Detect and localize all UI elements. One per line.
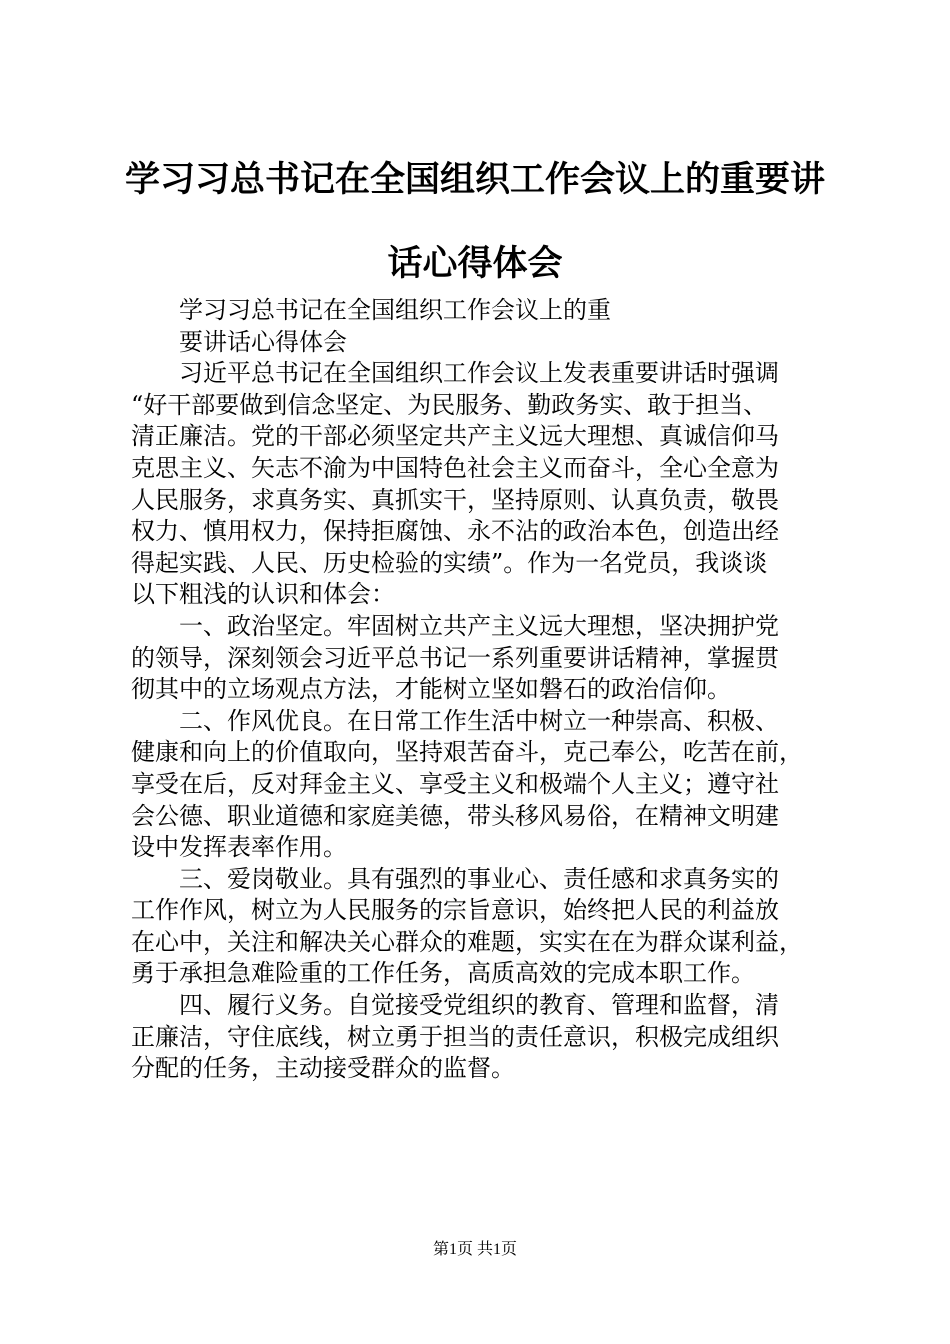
paragraph-line: 三、爱岗敬业。具有强烈的事业心、责任感和求真务实的 <box>179 864 779 893</box>
paragraph-line: 工作作风，树立为人民服务的宗旨意识，始终把人民的利益放 <box>131 896 779 925</box>
page-footer: 第1页 共1页 <box>432 1241 517 1258</box>
paragraph-line: 在心中，关注和解决关心群众的难题，实实在在为群众谋利益， <box>131 927 803 956</box>
paragraph-line: 分配的任务，主动接受群众的监督。 <box>131 1054 515 1083</box>
paragraph-line: 正廉洁，守住底线，树立勇于担当的责任意识，积极完成组织 <box>131 1022 779 1051</box>
paragraph-line: 健康和向上的价值取向，坚持艰苦奋斗，克己奉公，吃苦在前， <box>131 738 803 767</box>
paragraph-line: 勇于承担急难险重的工作任务，高质高效的完成本职工作。 <box>131 959 755 988</box>
paragraph-line: 习近平总书记在全国组织工作会议上发表重要讲话时强调 <box>179 359 779 388</box>
paragraph-line: 彻其中的立场观点方法，才能树立坚如磐石的政治信仰。 <box>131 675 731 704</box>
paragraph-line: 设中发挥表率作用。 <box>131 833 347 862</box>
subtitle-line: 学习习总书记在全国组织工作会议上的重 <box>179 296 611 324</box>
paragraph-line: 清正廉洁。党的干部必须坚定共产主义远大理想、真诚信仰马 <box>131 422 779 451</box>
paragraph-line: 享受在后，反对拜金主义、享受主义和极端个人主义；遵守社 <box>131 769 779 798</box>
paragraph-line: 二、作风优良。在日常工作生活中树立一种崇高、积极、 <box>179 706 779 735</box>
paragraph-line: “好干部要做到信念坚定、为民服务、勤政务实、敢于担当、 <box>131 390 768 419</box>
document-body <box>131 295 831 1085</box>
paragraph-line: 的领导，深刻领会习近平总书记一系列重要讲话精神，掌握贯 <box>131 643 779 672</box>
document-title-line-2: 话心得体会 <box>387 244 563 284</box>
paragraph-line: 克思主义、矢志不渝为中国特色社会主义而奋斗，全心全意为 <box>131 453 779 482</box>
subtitle-line: 要讲话心得体会 <box>179 327 347 356</box>
document-title-line-1: 学习习总书记在全国组织工作会议上的重要讲 <box>124 160 825 200</box>
paragraph-line: 一、政治坚定。牢固树立共产主义远大理想，坚决拥护党 <box>179 611 779 640</box>
paragraph-line: 人民服务，求真务实、真抓实干，坚持原则、认真负责，敬畏 <box>131 485 779 514</box>
paragraph-line: 以下粗浅的认识和体会： <box>131 580 395 609</box>
paragraph-line: 四、履行义务。自觉接受党组织的教育、管理和监督，清 <box>179 991 779 1020</box>
paragraph-line: 权力、慎用权力，保持拒腐蚀、永不沾的政治本色，创造出经 <box>131 517 779 546</box>
paragraph-line: 得起实践、人民、历史检验的实绩”。作为一名党员，我谈谈 <box>131 548 768 577</box>
paragraph-line: 会公德、职业道德和家庭美德，带头移风易俗，在精神文明建 <box>131 801 779 830</box>
